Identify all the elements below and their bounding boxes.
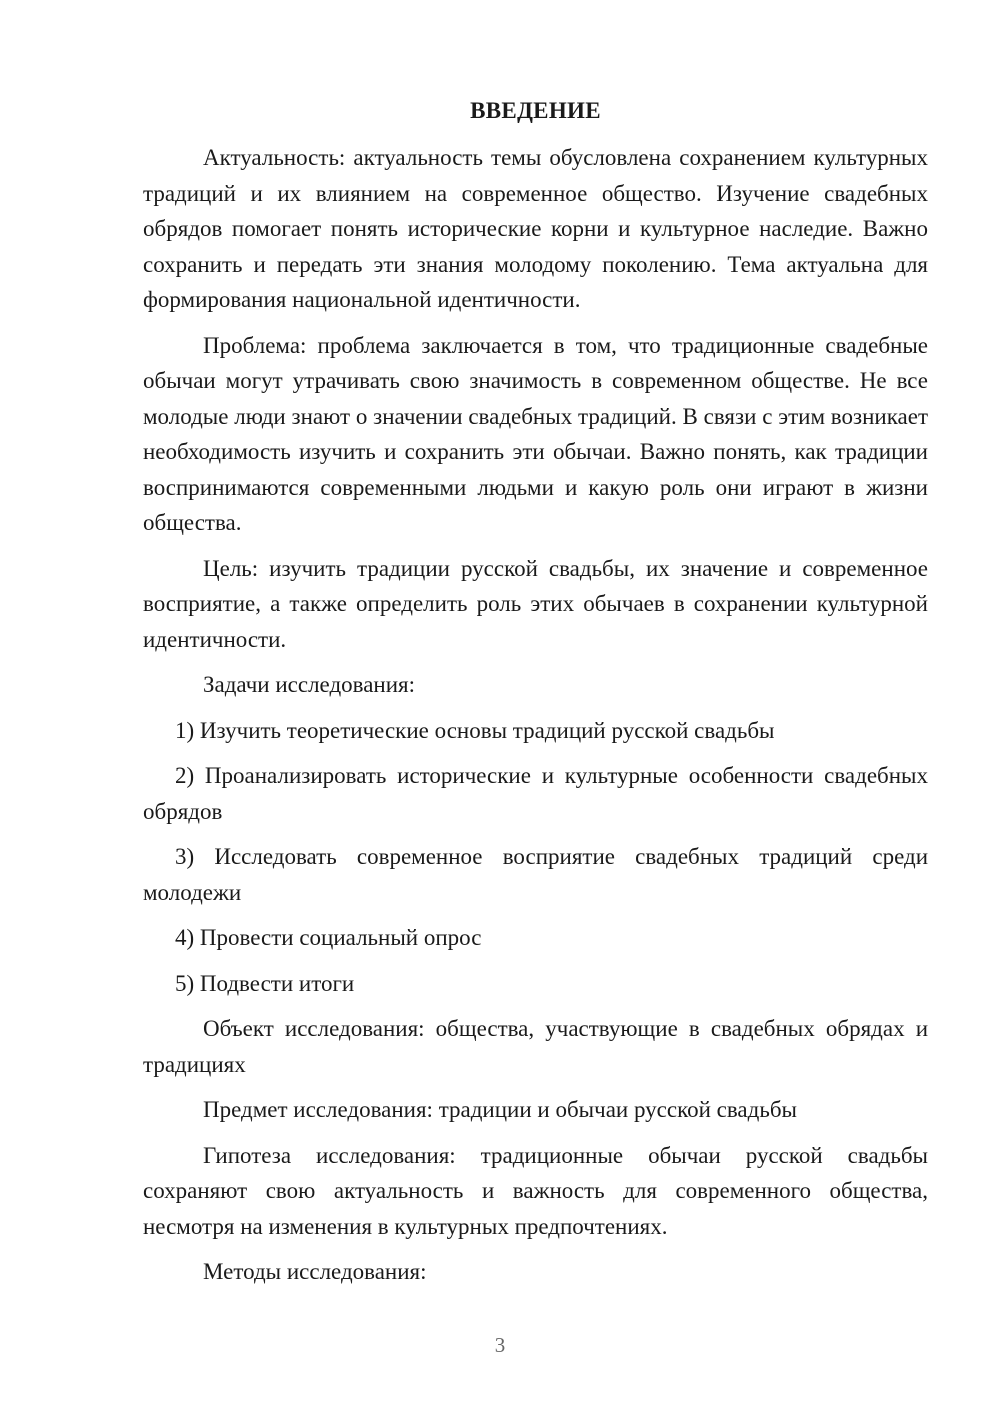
task-item-4: 4) Провести социальный опрос	[175, 925, 482, 950]
task-item-2: 2) Проанализировать исторические и культурные особенности свадебных обрядов	[143, 763, 928, 824]
methods-heading: Методы исследования:	[203, 1259, 427, 1284]
page-title: ВВЕДЕНИЕ	[470, 98, 601, 123]
relevance-paragraph: Актуальность: актуальность темы обусловлена сохранением культурных традиций и их влиянием на современное общество. Изучение свадебных обрядов помогает понять исторические корни и культурное наследие. Важно сохранить и передать эти знания молодому поколению. Тема актуальна для формирования национальной идентичности.	[143, 145, 928, 312]
object-paragraph: Объект исследования: общества, участвующие в свадебных обрядах и традициях	[143, 1016, 928, 1077]
goal-paragraph: Цель: изучить традиции русской свадьбы, их значение и современное восприятие, а также определить роль этих обычаев в сохранении культурной идентичности.	[143, 555, 928, 652]
task-item-3: 3) Исследовать современное восприятие свадебных традиций среди молодежи	[143, 844, 928, 905]
subject-paragraph: Предмет исследования: традиции и обычаи русской свадьбы	[203, 1097, 797, 1122]
task-item-1: 1) Изучить теоретические основы традиций русской свадьбы	[175, 717, 775, 743]
hypothesis-paragraph: Гипотеза исследования: традиционные обычаи русской свадьбы сохраняют свою актуальность и важность для современного общества, несмотря на изменения в культурных предпочтениях.	[143, 1142, 928, 1239]
tasks-heading: Задачи исследования:	[203, 672, 416, 697]
document-page	[143, 96, 928, 1300]
problem-paragraph: Проблема: проблема заключается в том, что традиционные свадебные обычаи могут утрачивать свою значимость в современном обществе. Не все молодые люди знают о значении свадебных традиций. В связи с этим возникает необходимость изучить и сохранить эти обычаи. Важно понять, как традиции воспринимаются современными людьми и какую роль они играют в жизни общества.	[143, 332, 928, 535]
task-item-5: 5) Подвести итоги	[175, 970, 355, 996]
page-number: 3	[494, 1333, 506, 1357]
